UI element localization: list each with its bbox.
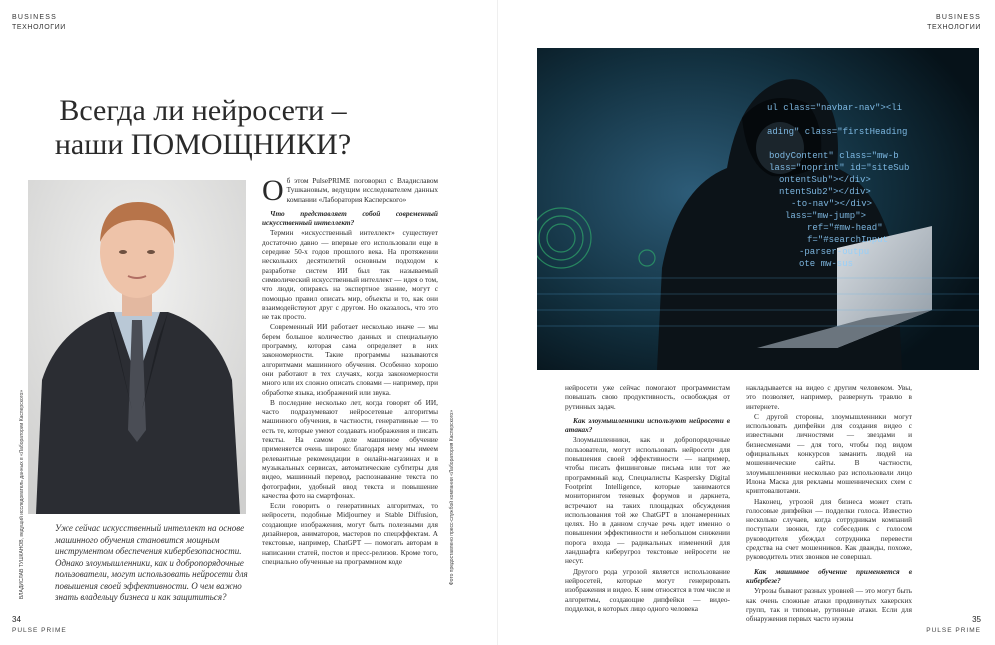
paragraph: накладывается на видео с другим человеком. Увы, это позволяет, например, развернуть травлю в интернете. (746, 383, 912, 411)
right-section-label (927, 13, 981, 33)
code-line: ul class="navbar-nav"><li (767, 103, 903, 113)
article-column-2 (565, 383, 730, 614)
magazine-name: PULSE PRIME (12, 627, 67, 634)
code-line: ading" class="firstHeading (767, 127, 908, 137)
code-line: lass="mw-jump"> (785, 211, 867, 221)
section-title: BUSINESS (936, 14, 981, 21)
paragraph: Термин «искусственный интеллект» существует достаточно давно — впервые его использовали еще в середине 50-х годов прошлого века. На протяжении нескольких десятилетий основным подходом к разработке систем ИИ был так называемый символический искусственный интеллект — идея о том, что люди, опираясь на экспертное знание, могут с помощью правил описать мир, объекты и то, как они взаимодействуют друг с другом. Но оказалось, что это не так просто. (262, 228, 438, 322)
code-line: ote mw-sus (799, 259, 854, 269)
portrait-illustration (28, 180, 246, 514)
code-line: ontentSub"></div> (779, 175, 871, 185)
paragraph: Другого рода угрозой является использование нейросетей, которые могут генерировать изображения и видео. К ним относятся в том числе и алгоритмы, создающие дипфейки — видео-подделки, в которых лицо одного человека (565, 566, 730, 613)
section-subtitle: ТЕХНОЛОГИИ (927, 24, 981, 31)
interview-question-1: Что представляет собой современный искусственный интеллект? (262, 208, 438, 228)
portrait-photo (28, 180, 246, 514)
code-line: f="#searchInput (807, 235, 889, 245)
page-number: 34 (12, 615, 21, 624)
left-section-label (12, 13, 66, 33)
paragraph: Злоумышленники, как и добропорядочные пользователи, могут использовать нейросети для повышения своей эффективности — например, чтобы писать фишинговые письма или тот же программный код. Специалисты Kaspersky Digital Footprint Intelligence, которые занимаются мониторингом теневых форумов и даркнета, встречают на таких площадках обсуждения использования той же ChatGPT в злонамеренных целях. Но в данном случае речь идет именно о повышении эффективности и небольшом снижении порога входа — радикальных изменений для ландшафта киберугроз текстовые нейросети не несут. (565, 435, 730, 566)
section-subtitle: ТЕХНОЛОГИИ (12, 24, 66, 31)
pull-quote: Уже сейчас искусственный интеллект на основе машинного обучения становится мощным инструментом обеспечения кибербезопасности. Однако злоумышленники, как и добропорядочные пользователи, могут использовать нейросети для повышения своей эффективности. О чем важно знать владельцу бизнеса и как защититься? (55, 523, 248, 602)
image-credit: Фото предоставлено пресс-службой компании «Лаборатория Касперского» (449, 410, 455, 586)
paragraph: Если говорить о генеративных алгоритмах, то нейросети, подобные Midjourney и Stable Diffusion, создающие изображения, могут быть полезными для дизайнеров, аниматоров, мастеров по спецэффектам. А текстовые, например, ChatGPT — помогать авторам в написании статей, постов и пресс-релизов. Кроме того, специально обученные на программном коде (262, 501, 438, 566)
paragraph: Угрозы бывают разных уровней — это могут быть как очень сложные атаки продвинутых хакерских групп, так и типовые, рутинные атаки. Если для обнаружения первых часто нужны (746, 586, 912, 624)
code-line: -parser-outpu (799, 247, 870, 257)
right-page-footer (926, 614, 981, 636)
magazine-name: PULSE PRIME (926, 627, 981, 634)
code-line: ntentSub2"></div> (779, 187, 871, 197)
paragraph: С другой стороны, злоумышленники могут использовать дипфейки для создания видео с известными личностями — звездами и бизнесменами — для того, чтобы под видом официальных конкурсов заманить людей на мошеннические сайты. В частности, злоумышленники несколько раз использовали лицо Илона Маска для рекламы мошеннических схем с криптовалютами. (746, 411, 912, 496)
headline-line-1: Всегда ли нейросети – (59, 94, 347, 127)
paragraph: В последние несколько лет, когда говорят об ИИ, часто подразумевают нейросетевые алгоритмы машинного обучения, в частности, генеративные — то есть те, которые умеют создавать изображения и писать тексты. На самом деле машинное обучение применяется очень широко: благодаря нему мы имеем релевантные рекомендации в онлайн-магазинах и в музыкальных сервисах, автоматические субтитры для видео, машинный перевод, распознавание текста по фотографии, удобный ввод текста и повышение качества фото на смартфонах. (262, 397, 438, 500)
page-number: 35 (972, 615, 981, 624)
intro-paragraph: Об этом PulsePRIME поговорил с Владиславом Тушкановым, ведущим исследователем данных компании «Лаборатория Касперского» (262, 174, 438, 207)
headline-line-2: наши ПОМОЩНИКИ? (54, 128, 352, 161)
code-line: lass="noprint" id="siteSub (769, 163, 910, 173)
hacker-photo (537, 48, 979, 370)
paragraph: нейросети уже сейчас помогают программистам повышать свою продуктивность, освобождая от рутинных задач. (565, 383, 730, 411)
code-line: -to-nav"></div> (791, 199, 873, 209)
paragraph: Наконец, угрозой для бизнеса может стать голосовые дипфейки — подделки голоса. Известно несколько случаев, когда сотрудникам компаний поступали звонки, где собеседник с голосом руководителя убеждал сотрудника перевести средства на счет мошенников. Как дважды, похоже, руководитель этих звонков не совершал. (746, 496, 912, 562)
article-headline (38, 94, 368, 162)
page-gutter (497, 0, 498, 645)
paragraph: Современный ИИ работает несколько иначе — мы берем большое количество данных и специальную программу, которая сама определяет в них закономерности. Такие программы называются алгоритмами машинного обучения. Особенно хорошо они работают в тех случаях, когда закономерности много или их сложно описать словами — например, при обработке языка, изображений или звука. (262, 322, 438, 397)
article-column-3 (746, 383, 912, 624)
hacker-illustration (537, 48, 979, 370)
left-page-footer (12, 614, 67, 636)
interview-question-3: Как машинное обучение применяется в кибербезе? (746, 566, 912, 585)
interview-question-2: Как злоумышленники используют нейросети в атаках? (565, 415, 730, 435)
dropcap: О (262, 174, 284, 207)
portrait-caption: ВЛАДИСЛАВ ТУШКАНОВ, ведущий исследователь данных в «Лаборатории Касперского» (19, 390, 25, 600)
article-column-1 (262, 176, 438, 567)
code-line: bodyContent" class="mw-b (769, 151, 899, 161)
section-title: BUSINESS (12, 14, 57, 21)
code-line: ref="#mw-head" (807, 223, 883, 233)
